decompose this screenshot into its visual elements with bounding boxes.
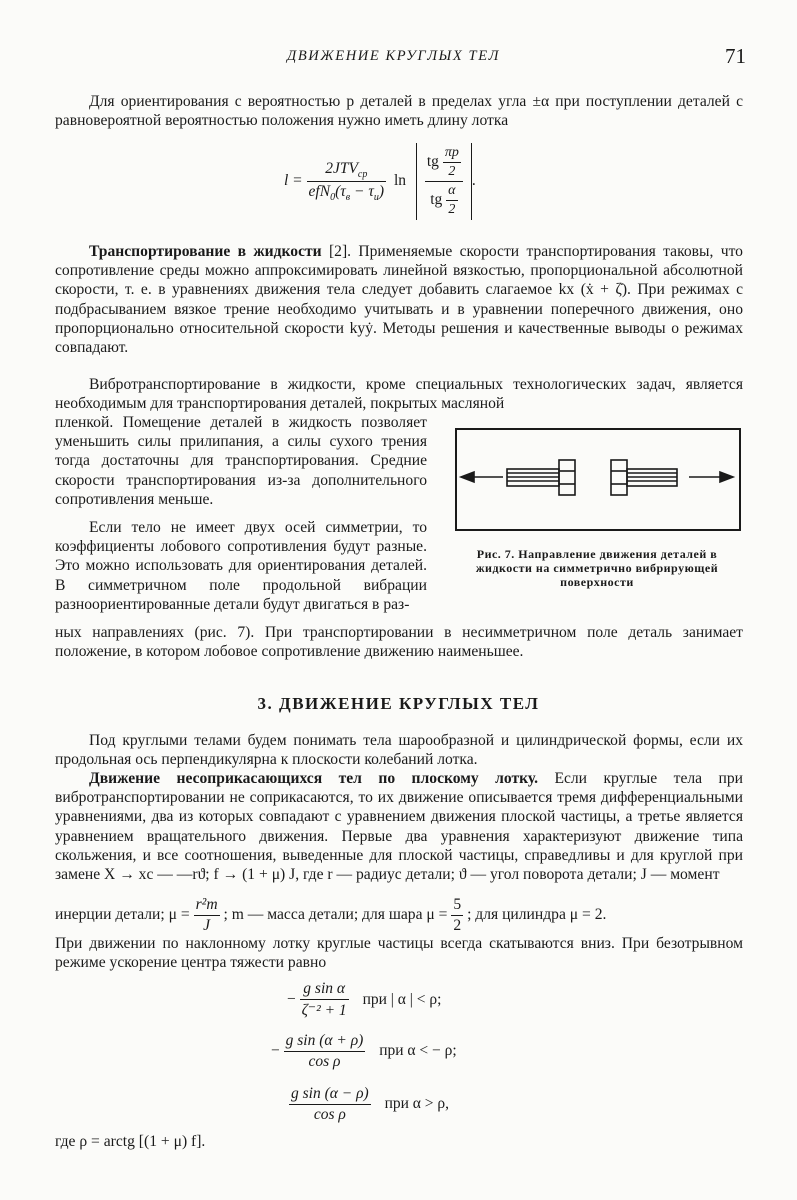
- paragraph-symmetry-narrow: Если тело не имеет двух осей симметрии, то коэффициенты лобового сопротивления будут разные. Это можно использовать для ориентирования деталей. В симметричном поле продольной вибрации разноориентированные детали будут двигаться в раз-: [55, 519, 427, 613]
- mu-den: J: [203, 917, 211, 934]
- formula-den-close: ): [378, 183, 385, 200]
- formula-end: .: [471, 172, 476, 190]
- formula-abs-bars: [416, 143, 472, 220]
- accel-num-2: g sin (α + ρ): [284, 1032, 366, 1052]
- inertia-line: [55, 896, 743, 935]
- paragraph-transport: [55, 242, 743, 357]
- formula-den-i: и: [373, 192, 379, 204]
- formula-fraction: [307, 160, 387, 203]
- formula-bot-num: α: [446, 183, 457, 201]
- formula-den-minus: − τ: [350, 183, 374, 200]
- page-number: 71: [725, 44, 746, 68]
- accel-den-2: cos ρ: [308, 1053, 341, 1070]
- accel-num-1: g sin α: [300, 980, 349, 1000]
- right-part-head: [611, 460, 627, 495]
- right-arrow-head: [720, 472, 733, 482]
- formula-ln: ln: [393, 172, 406, 190]
- nontouch-heading: Движение несоприкасающихся тел по плоскому лотку.: [89, 770, 539, 787]
- accel-eq-3: [289, 1085, 449, 1124]
- nontouch-text: Если круглые тела при вибротранспортировании не соприкасаются, то их движение описывается тремя дифференциальными уравнениями, два из которых совпадают с уравнением движения плоской частицы, а третье является уравнением вращательного движения. Первые два уравнения характеризуют движение типа скольжения, и все соотношения, выведенные для плоской частицы, справедливы и для круглой при замене X → xc — —rϑ; f → (1 + μ) J, где r — радиус детали; ϑ — угол поворота детали; J — момент: [55, 770, 743, 884]
- paragraph-vibro-narrow: пленкой. Помещение деталей в жидкость позволяет уменьшить силы прилипания, а силы сухого трения тогда достаточны для транспортирования. Средние скорости транспортирования из-за дополнительного сопротивления меньше.: [55, 414, 427, 508]
- accel-den-3: cos ρ: [313, 1106, 346, 1123]
- transport-heading: Транспортирование в жидкости: [89, 243, 322, 260]
- accel-sign-1: −: [287, 990, 296, 1008]
- accel-eq-1: [287, 980, 441, 1020]
- formula-den-b: в: [345, 192, 351, 204]
- paragraph-symmetry-full: ных направлениях (рис. 7). При транспортировании в несимметричном поле деталь занимает положение, в котором лобовое сопротивление движению наименьшее.: [55, 624, 743, 661]
- formula-tg-top: tg: [426, 153, 439, 171]
- formula-bot-den: 2: [448, 202, 456, 217]
- inertia-text-b: ; m — масса детали; для шара μ =: [223, 906, 448, 924]
- accel-when-3: при α > ρ,: [384, 1095, 450, 1113]
- paragraph-nontouch: [55, 769, 743, 884]
- accel-sign-2: −: [271, 1042, 280, 1060]
- accel-num-3: g sin (α − ρ): [289, 1085, 371, 1105]
- accel-eq-2: [271, 1032, 457, 1071]
- transport-text: [2]. Применяемые скорости транспортирования таковы, что сопротивление среды можно аппроксимировать линейной вязкостью, пропорциональной абсолютной скорости, т. е. в уравнениях движения тела следует добавить слагаемое kx (ẋ + ζ̇). При режимах с подбрасыванием вязкое трение необходимо учитывать и в уравнении поперечного движения, оно пропорционально относительной скорости kyẏ. Методы решения и качественные выводы о режимах совпадают.: [55, 243, 743, 357]
- formula-den-sub: 0: [330, 192, 336, 204]
- paragraph-incline: При движении по наклонному лотку круглые частицы всегда скатываются вниз. При безотрывном режиме ускорение центра тяжести равно: [55, 935, 743, 972]
- left-part-head: [559, 460, 575, 495]
- inertia-text-a: инерции детали; μ =: [55, 906, 190, 924]
- paragraph-round-intro: Под круглыми телами будем понимать тела шарообразной и цилиндрической формы, если их продольная ось перпендикулярна к плоскости колебаний лотка.: [55, 732, 743, 769]
- paragraph-orientation: Для ориентирования с вероятностью p деталей в пределах угла ±α при поступлении деталей с равновероятной вероятностью положения нужно иметь длину лотка: [55, 93, 743, 130]
- accel-den-1: ζ⁻² + 1: [301, 1002, 347, 1019]
- formula-top-num: πp: [443, 145, 461, 163]
- formula-length: [284, 143, 476, 220]
- left-arrow-head: [461, 472, 474, 482]
- formula-num-sub: ср: [357, 169, 368, 180]
- figure-7-drawing: [457, 430, 739, 529]
- section-title: 3. ДВИЖЕНИЕ КРУГЛЫХ ТЕЛ: [257, 694, 540, 713]
- paragraph-vibro-full: Вибротранспортирование в жидкости, кроме специальных технологических задач, является необходимым для транспортирования деталей, покрытых масляной: [55, 376, 743, 413]
- rho-definition: где ρ = arctg [(1 + μ) f].: [55, 1133, 206, 1150]
- formula-den-paren: (τ: [335, 183, 346, 200]
- accel-when-1: при | α | < ρ;: [362, 990, 442, 1008]
- inertia-text-c: ; для цилиндра μ = 2.: [467, 906, 607, 924]
- running-title: ДВИЖЕНИЕ КРУГЛЫХ ТЕЛ: [287, 48, 501, 64]
- formula-num: 2JTV: [325, 159, 358, 177]
- ball-den: 2: [453, 917, 462, 934]
- figure-7-caption: Рис. 7. Направление движения деталей в жидкости на симметрично вибрирующей поверхности: [475, 547, 719, 589]
- figure-7: [455, 428, 741, 531]
- formula-den: efN: [308, 183, 331, 200]
- formula-tg-bottom: tg: [430, 191, 443, 209]
- formula-top-den: 2: [448, 164, 456, 179]
- mu-num: r²m: [194, 896, 220, 916]
- accel-when-2: при α < − ρ;: [379, 1042, 457, 1060]
- formula-lhs: l =: [284, 172, 303, 190]
- ball-num: 5: [451, 896, 463, 916]
